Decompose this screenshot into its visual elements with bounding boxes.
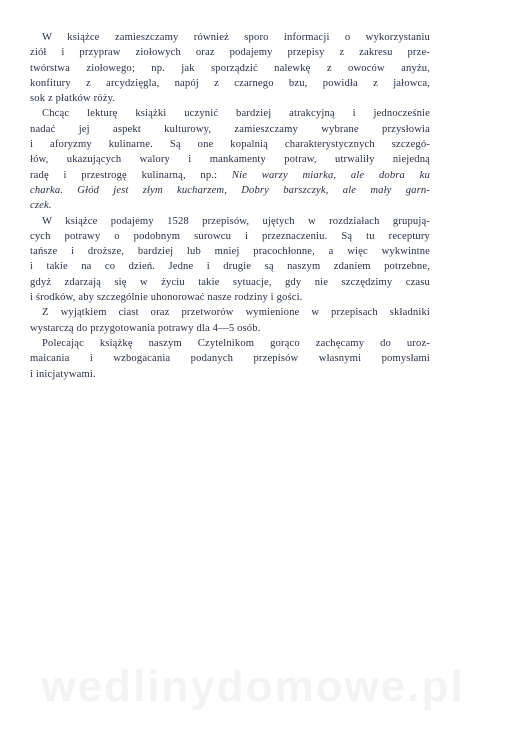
text-line [30,198,430,213]
text-line [30,137,430,152]
italic-text: charka. Głód jest złym kucharzem, Dobry barszczyk, ale mały garn- [30,184,430,196]
text-segment: Chcąc lekturę książki uczynić bardziej atrakcyjną i jednocześnie [42,108,430,120]
text-line [30,30,430,45]
text-segment: radę i przestrogę kulinarną, np.: [30,169,232,181]
text-segment: nadać jej aspekt kulturowy, zamieszczamy wybrane przysłowia [30,123,430,135]
paragraph [30,106,430,213]
text-line [30,122,430,137]
text-segment: cych potrawy o podobnym surowcu i przeznaczeniu. Są tu receptury [30,230,430,242]
text-segment: Z wyjątkiem ciast oraz przetworów wymienione w przepisach składniki [42,307,430,319]
text-line [30,305,430,320]
text-line [30,76,430,91]
text-line [30,214,430,229]
text-line [30,91,430,106]
text-line [30,367,430,382]
text-segment: W książce podajemy 1528 przepisów, ujętych w rozdziałach grupują- [42,215,430,227]
italic-text: Nie warzy miarka, ale dobra ku [231,169,430,181]
text-line [30,152,430,167]
text-line [30,244,430,259]
text-segment: i takie na co dzień. Jedne i drugie są naszym zdaniem potrzebne, [30,261,430,273]
paragraph [30,30,430,106]
italic-text: czek. [30,200,52,212]
text-segment: wystarczą do przygotowania potrawy dla 4—5 osób. [30,322,261,334]
text-segment: Polecając książkę naszym Czytelnikom gorąco zachęcamy do uroz- [42,337,430,349]
text-line [30,351,430,366]
text-line [30,290,430,305]
text-line [30,275,430,290]
text-segment: W książce zamieszczamy również sporo informacji o wykorzystaniu [42,32,430,43]
text-line [30,183,430,198]
paragraph [30,336,430,382]
text-segment: konfitury z arcydzięgla, napój z czarnego bzu, powidła z jałowca, [30,77,430,89]
text-line [30,259,430,274]
text-line [30,336,430,351]
paragraph [30,214,430,306]
text-segment: twórstwa ziołowego; np. jak sporządzić nalewkę z owoców anyżu, [30,62,430,74]
text-line [30,61,430,76]
text-segment: tańsze i droższe, bardziej lub mniej pracochłonne, a więc wykwintne [30,246,430,258]
text-line [30,168,430,183]
text-segment: i środków, aby szczególnie uhonorować nasze rodziny i gości. [30,292,303,304]
text-line [30,321,430,336]
text-segment: łów, ukazujących walory i mankamenty potraw, utrwaliły niejedną [30,154,430,166]
text-segment: i inicjatywami. [30,368,96,380]
text-line [30,45,430,60]
text-segment: ziół i przypraw ziołowych oraz podajemy przepisy z zakresu prze- [30,47,430,59]
text-segment: gdyż zdarzają się w życiu takie sytuacje, gdy nie szczędzimy czasu [30,276,430,288]
body-text [30,30,430,382]
paragraph [30,305,430,336]
text-line [30,106,430,121]
text-segment: i aforyzmy kulinarne. Są one kopalnią charakterystycznych szczegó- [30,139,430,151]
watermark: wedlinydomowe.pl [41,662,465,711]
text-segment: sok z płatków róży. [30,93,116,105]
text-line [30,229,430,244]
text-segment: maicania i wzbogacania podanych przepisów własnymi pomysłami [30,353,430,365]
